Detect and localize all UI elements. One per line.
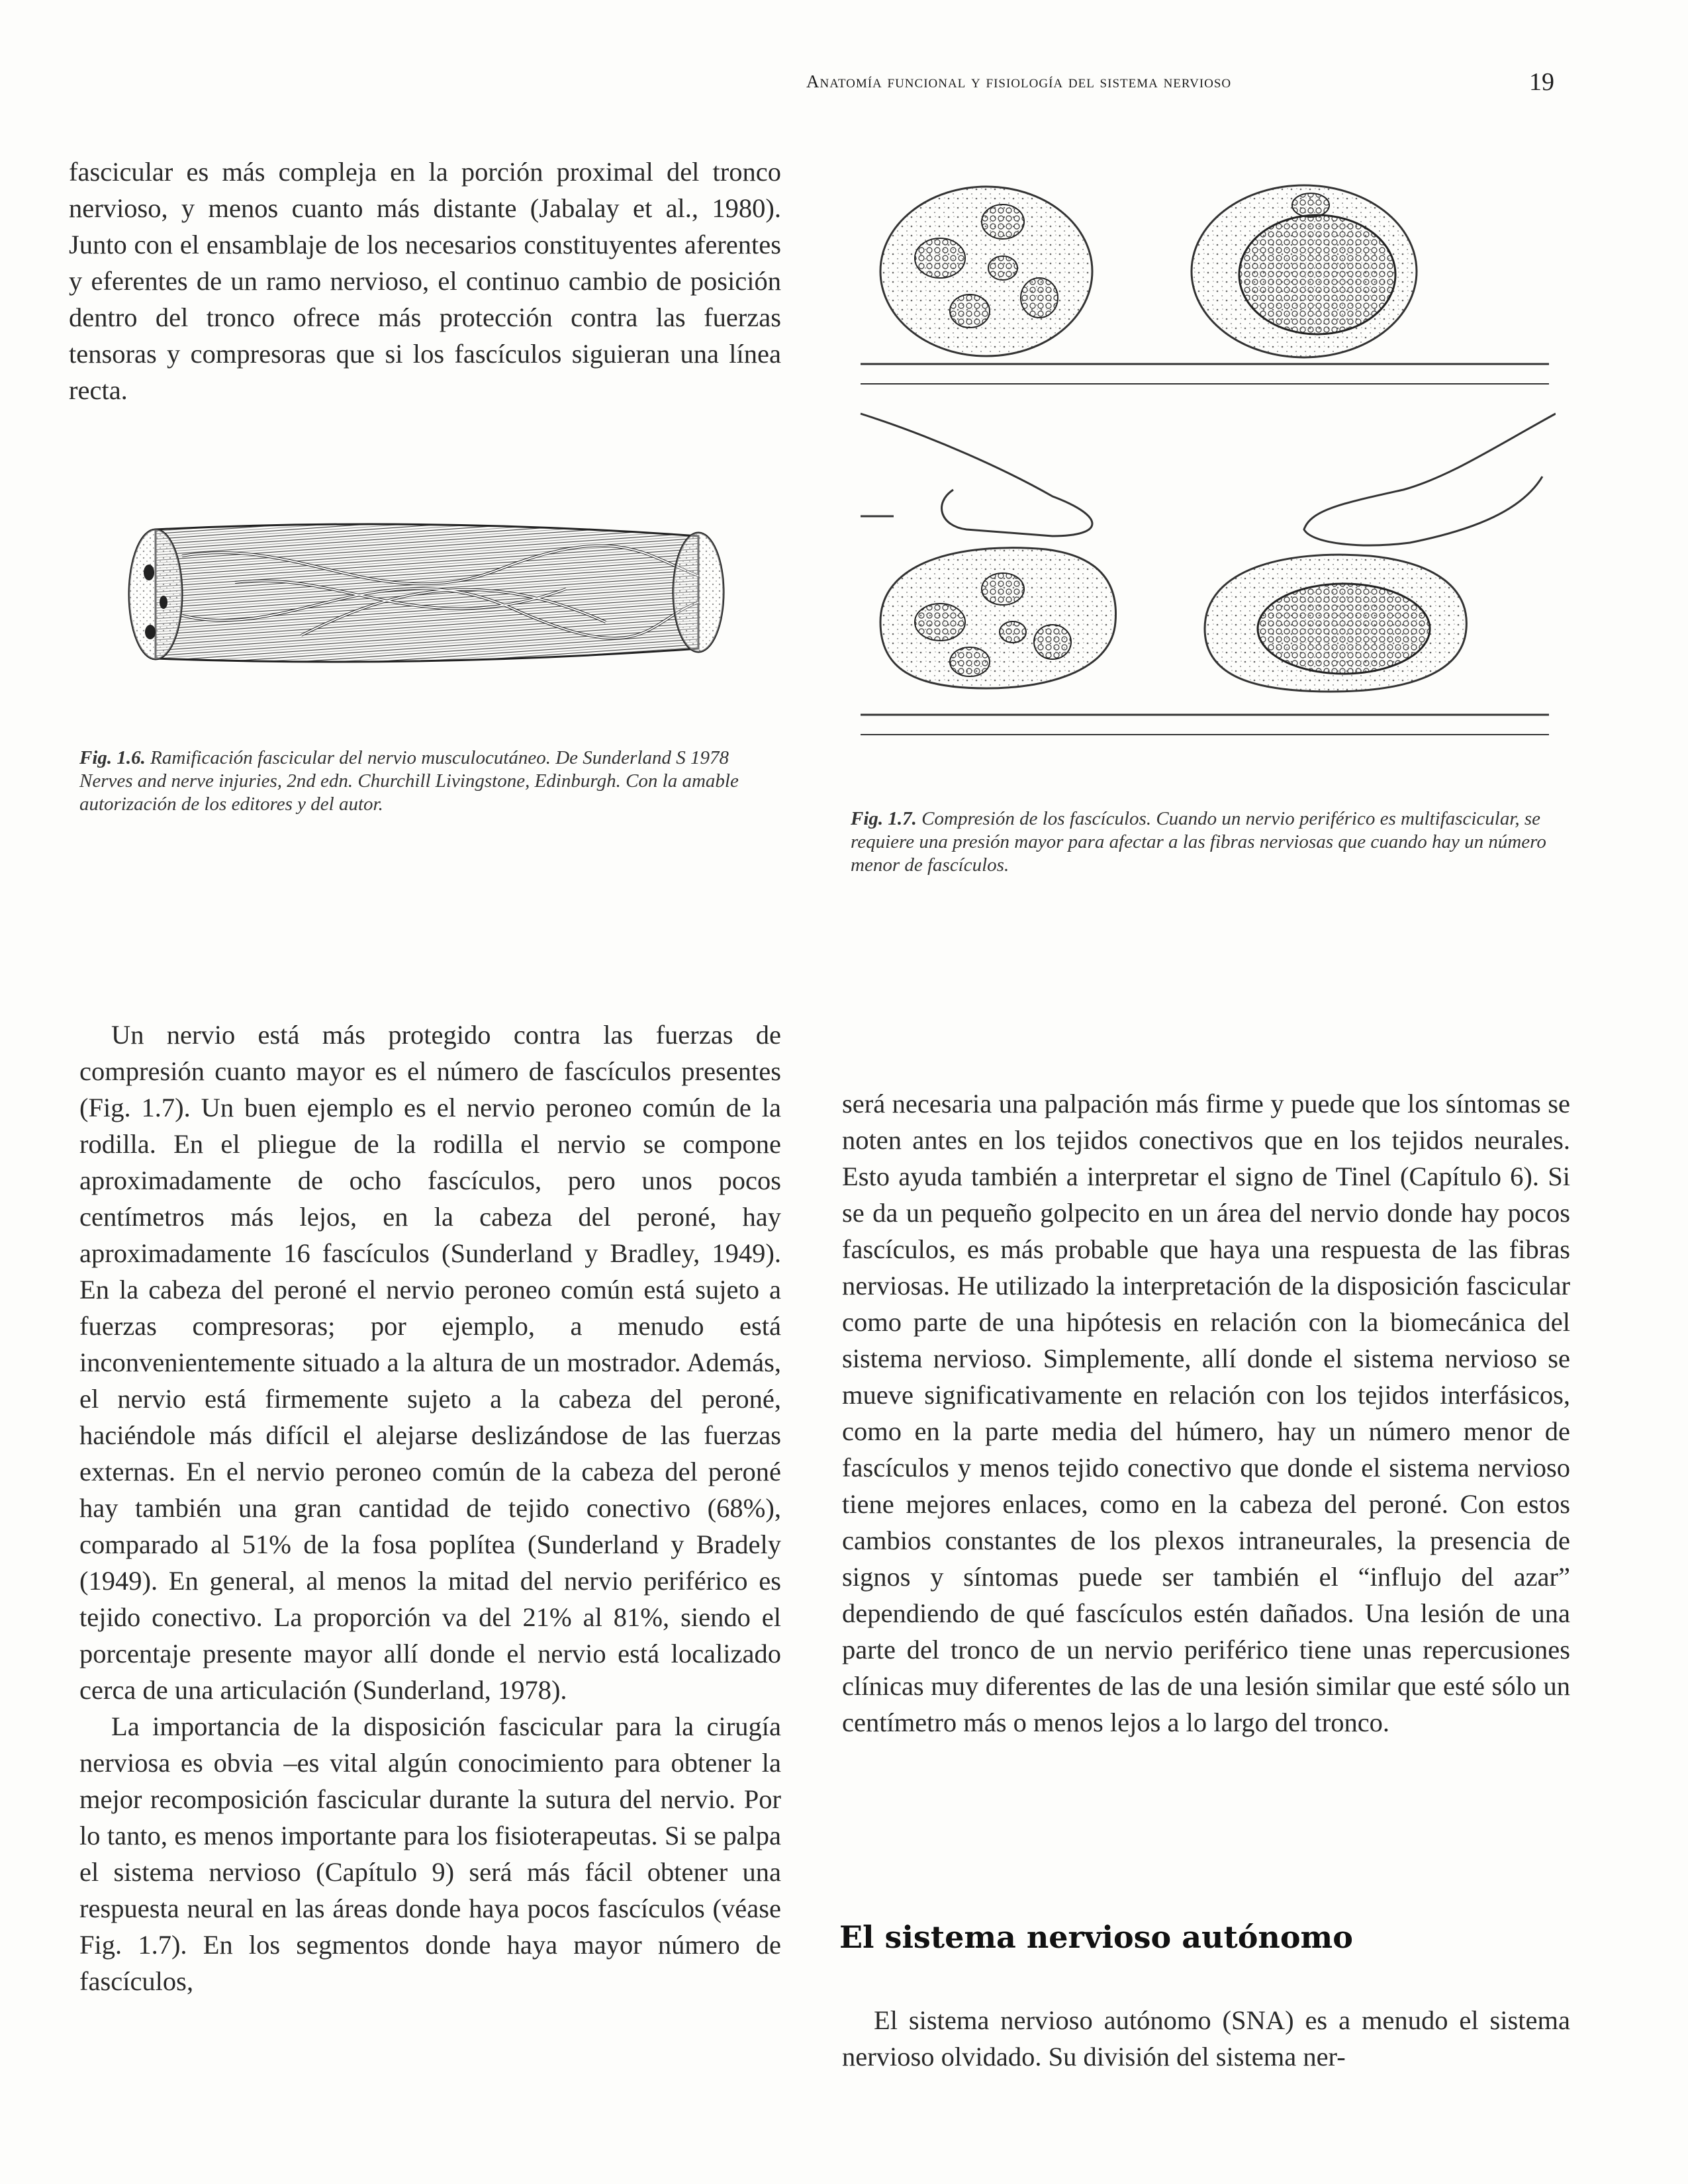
left-top-paragraph <box>69 154 781 408</box>
section-title: El sistema nervioso autónomo <box>839 1919 1353 1955</box>
paragraph-compression: Un nervio está más protegido contra las fuerzas de compresión cuanto mayor es el número de fascículos presentes (Fig. 1.7). Un buen ejemplo es el nervio peroneo común de la rodilla. En el pliegue de la rodilla el nervio se compone aproximadamente de ocho fascículos, pero unos pocos centímetros más lejos, en la cabeza del peroné, hay aproximadamente 16 fascículos (Sunderland y Bradley, 1949). En la cabeza del peroné el nervio peroneo común está sujeto a fuerzas compresoras; por ejemplo, a menudo está inconvenientemente situado a la altura de un mostrador. Además, el nervio está firmemente sujeto a la cabeza del peroné, haciéndole más difícil el alejarse deslizándose de las fuerzas externas. En el nervio peroneo común de la cabeza del peroné hay también una gran cantidad de tejido conectivo (68%), comparado al 51% de la fosa poplítea (Sunderland y Bradely (1949). En general, al menos la mitad del nervio periférico es tejido conectivo. La proporción va del 21% al 81%, siendo el porcentaje presente mayor allí donde el nervio está localizado cerca de una articulación (Sunderland, 1978). <box>79 1020 781 1705</box>
paragraph-fascicular: fascicular es más compleja en la porción proximal del tronco nervioso, y menos cuanto más distante (Jabalay et al., 1980). Junto con el ensamblaje de los necesarios constituyentes aferentes y eferentes de un ramo nervioso, el continuo cambio de posición dentro del tronco ofrece más protección contra las fuerzas tensoras y compresoras que si los fascículos siguieran una línea recta. <box>69 157 781 405</box>
figure-1-6-label: Fig. 1.6. <box>79 747 146 768</box>
right-bottom-text <box>842 1085 1570 1741</box>
figure-1-7-label: Fig. 1.7. <box>851 808 917 829</box>
paragraph-palpation: será necesaria una palpación más firme y puede que los síntomas se noten antes en los tejidos conectivos que en los tejidos neurales. Esto ayuda también a interpretar el signo de Tinel (Capítulo 6). Si se da un pequeño golpecito en un área del nervio donde hay pocos fascículos, es más probable que haya una respuesta de las fibras nerviosas. He utilizado la interpretación de la disposición fascicular como parte de una hipótesis en relación con la biomecánica del sistema nervioso. Simplemente, allí donde el sistema nervioso se mueve significativamente en relación con los tejidos interfásicos, como en la parte media del húmero, hay un número menor de fascículos y menos tejido conectivo que donde el sistema nervioso tiene mejores enlaces, como en la cabeza del peroné. Con estos cambios constantes de los plexos intraneurales, la presencia de signos y síntomas puede ser también el “influjo del azar” dependiendo de qué fascículos estén dañados. Una lesión de una parte del tronco de un nervio periférico tiene unas repercusiones clínicas muy diferentes de las de una lesión similar que esté sólo un centímetro más o menos lejos a lo largo del tronco. <box>842 1089 1570 1737</box>
figure-1-6-caption <box>79 747 748 816</box>
paragraph-surgery: La importancia de la disposición fascicular para la cirugía nerviosa es obvia –es vital algún conocimiento para obtener la mejor recomposición fascicular durante la sutura del nervio. Por lo tanto, es menos importante para los fisioterapeutas. Si se palpa el sistema nervioso (Capítulo 9) será más fácil obtener una respuesta neural en las áreas donde haya pocos fascículos (véase Fig. 1.7). En los segmentos donde haya mayor número de fascículos, <box>79 1711 781 1996</box>
figure-1-7-caption-text: Compresión de los fascículos. Cuando un nervio periférico es multifascicular, se requiere una presión mayor para afectar a las fibras nerviosas que cuando hay un número menor de fascículos. <box>851 808 1546 876</box>
left-bottom-text <box>79 1017 781 1999</box>
figure-1-7-illustration <box>854 159 1556 754</box>
figure-1-6-illustration <box>103 510 738 682</box>
figure-1-6-caption-text: Ramificación fascicular del nervio musculocutáneo. De Sunderland S 1978 Nerves and nerve injuries, 2nd edn. Churchill Livingstone, Edinburgh. Con la amable autorización de los editores y del autor. <box>79 747 739 815</box>
page-number: 19 <box>1529 68 1554 96</box>
figure-1-7-caption <box>851 807 1552 877</box>
running-header: Anatomía funcional y fisiología del sistema nervioso <box>806 71 1232 91</box>
paragraph-sna: El sistema nervioso autónomo (SNA) es a menudo el sistema nervioso olvidado. Su división del sistema ner- <box>842 2005 1570 2071</box>
right-bottom-sna <box>842 2002 1570 2075</box>
